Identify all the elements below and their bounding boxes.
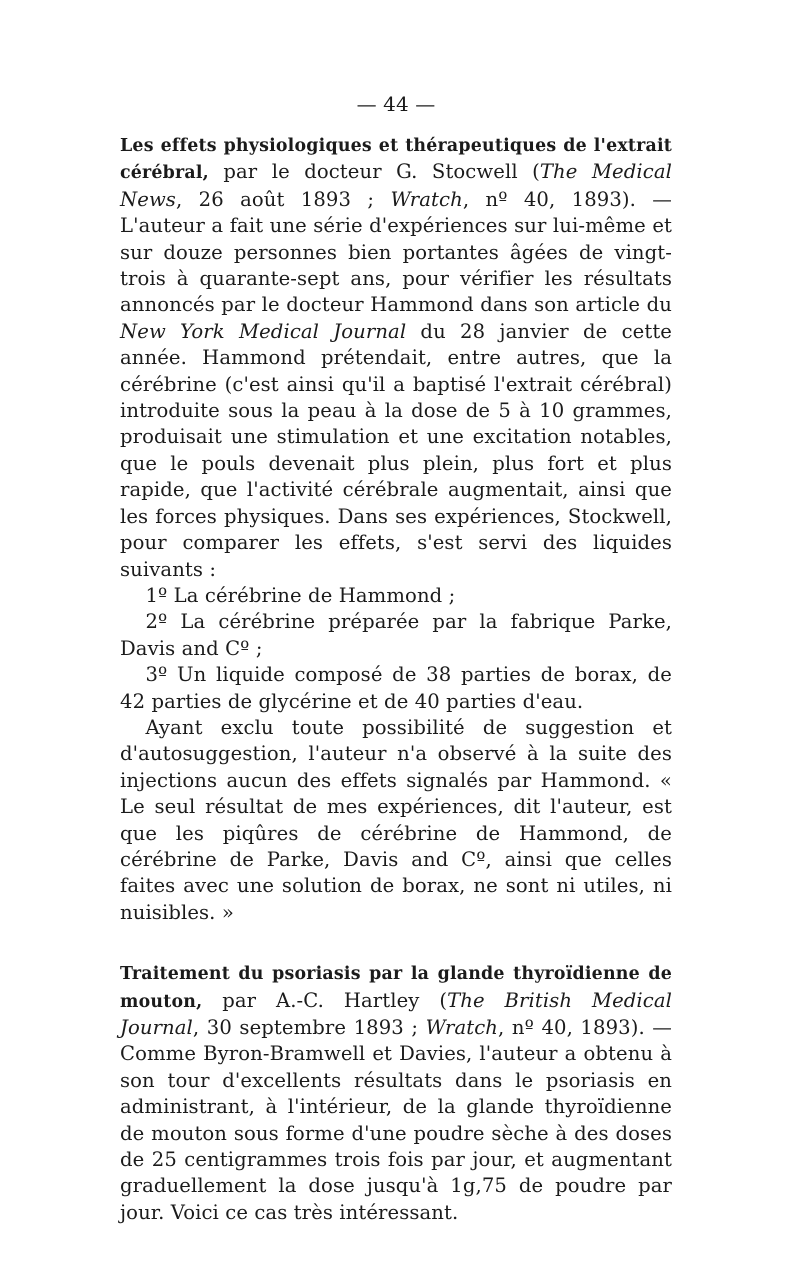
body-text: , nº 40, 1893). — L'auteur a fait une série d'expériences sur lui-même et sur douze personnes bien portantes âgées de vingt-trois à quarante-sept ans, pour vérifier les résultats annoncés par le docteur Hammond dans son article du	[120, 187, 672, 317]
list-item: 1º La cérébrine de Hammond ;	[145, 583, 456, 607]
source-title: Wratch	[390, 187, 463, 211]
author-line: par A.-C. Hartley (	[202, 988, 448, 1012]
source-title: The British Medical Journal	[120, 988, 672, 1039]
article-title: Les effets physiologiques et thérapeutiques de l'extrait cérébral,	[120, 136, 672, 184]
list-item: 2º La cérébrine préparée par la fabrique Parke, Davis and Cº ;	[120, 610, 672, 660]
article-title: Traitement du psoriasis par la glande thyroïdienne de mouton,	[120, 964, 672, 1012]
source-details: , 30 septembre 1893 ;	[192, 1016, 426, 1039]
conclusion-paragraph: Ayant exclu toute possibilité de suggestion et d'autosuggestion, l'auteur n'a observé à la suite des injections aucun des effets signalés par Hammond. « Le seul résultat de mes expériences, dit l'auteur, est que les piqûres de cérébrine de Hammond, de cérébrine de Parke, Davis and Cº, ainsi que celles faites avec une solution de borax, ne sont ni utiles, ni nuisibles. »	[120, 715, 672, 924]
list-item: 3º Un liquide composé de 38 parties de borax, de 42 parties de glycérine et de 40 parties d'eau.	[120, 663, 672, 713]
source-title: New York Medical Journal	[120, 319, 407, 343]
source-details: , 26 août 1893 ;	[175, 187, 391, 211]
page	[120, 92, 672, 1226]
page-number: — 44 —	[356, 92, 436, 116]
source-title: The Medical News	[120, 160, 672, 211]
article-psoriasis-intro	[120, 960, 672, 1226]
author-line: par le docteur G. Stocwell (	[208, 160, 540, 184]
body-text: du 28 janvier de cette année. Hammond prétendait, entre autres, que la cérébrine (c'est ainsi qu'il a baptisé l'extrait cérébral) introduite sous la peau à la dose de 5 à 10 grammes, produisait une stimulation et une excitation notables, que le pouls devenait plus plein, plus fort et plus rapide, que l'activité cérébrale augmentait, ainsi que les forces physiques. Dans ses expériences, Stockwell, pour comparer les effets, s'est servi des liquides suivants :	[120, 319, 672, 581]
section-gap	[120, 926, 672, 960]
source-title: Wratch	[425, 1016, 499, 1039]
body-text: , nº 40, 1893). — Comme Byron-Bramwell et Davies, l'auteur a obtenu à son tour d'excellents résultats dans le psoriasis en administrant, à l'intérieur, de la glande thyroïdienne de mouton sous forme d'une poudre sèche à des doses de 25 centigrammes trois fois par jour, et augmentant graduellement la dose jusqu'à 1g,75 de poudre par jour. Voici ce cas très intéressant.	[120, 1016, 672, 1224]
article-cerebral-extract-intro	[120, 132, 672, 583]
article-cerebral-extract	[120, 132, 672, 926]
article-psoriasis	[120, 960, 672, 1226]
